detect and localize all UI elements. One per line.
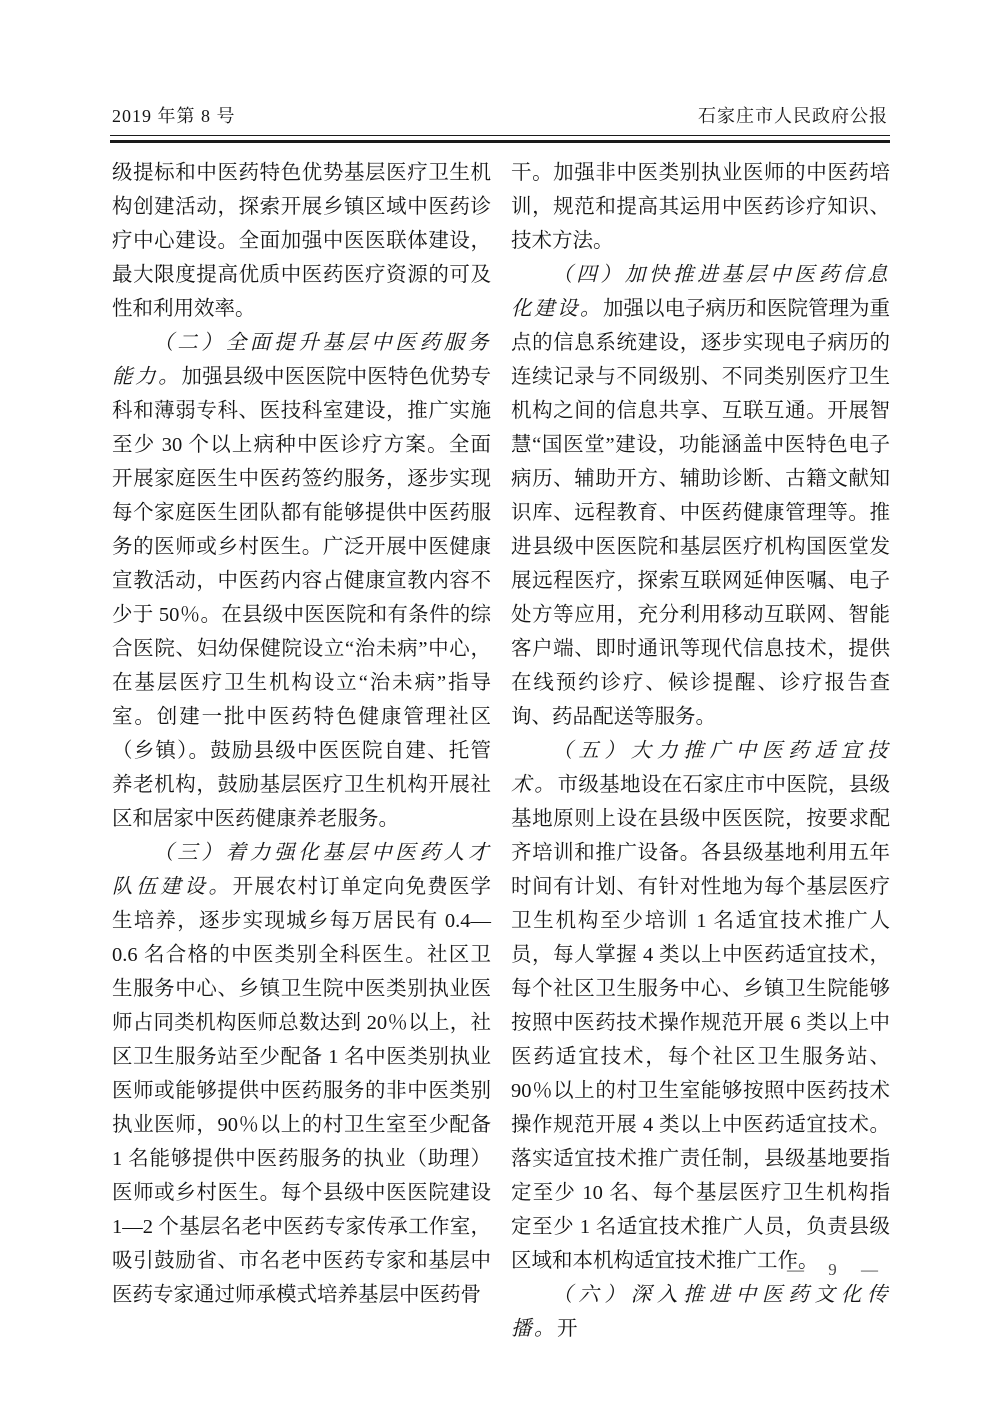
paragraph-text: 级提标和中医药特色优势基层医疗卫生机构创建活动，探索开展乡镇区域中医药诊疗中心建设。全面加强中医医联体建设，最大限度提高优质中医药医疗资源的可及性和利用效率。 (112, 162, 491, 320)
section-heading: （四）加快推进基层中医药信息化建设。 (511, 264, 890, 320)
paragraph-section-2 (112, 326, 491, 836)
paragraph-text: 开展农村订单定向免费医学生培养，逐步实现城乡每万居民有 0.4—0.6 名合格的中医类别全科医生。社区卫生服务中心、乡镇卫生院中医类别执业医师占同类机构医师总数达到 20％以上，社区卫生服务站至少配备 1 名中医类别执业医师或能够提供中医药服务的非中医类别执业医师，90％以上的村卫生室至少配备 1 名能够提供中医药服务的执业（助理）医师或乡村医生。每个县级中医医院建设 1—2 个基层名老中医药专家传承工作室，吸引鼓励省、市名老中医药专家和基层中医药专家通过师承模式培养基层中医药骨 (112, 876, 491, 1306)
paragraph-text: 加强县级中医医院中医特色优势专科和薄弱专科、医技科室建设，推广实施至少 30 个以上病种中医诊疗方案。全面开展家庭医生中医药签约服务，逐步实现每个家庭医生团队都有能够提供中医药服务的医师或乡村医生。广泛开展中医健康宣教活动，中医药内容占健康宣教内容不少于 50％。在县级中医医院和有条件的综合医院、妇幼保健院设立“治未病”中心，在基层医疗卫生机构设立“治未病”指导室。创建一批中医药特色健康管理社区（乡镇）。鼓励县级中医医院自建、托管养老机构，鼓励基层医疗卫生机构开展社区和居家中医药健康养老服务。 (112, 366, 492, 830)
section-heading: （五）大力推广中医药适宜技术。 (511, 740, 890, 796)
right-column (511, 156, 890, 1346)
header-divider-rule (110, 135, 890, 143)
paragraph-section-4 (511, 258, 890, 734)
paragraph-text: 加强以电子病历和医院管理为重点的信息系统建设，逐步实现电子病历的连续记录与不同级别、不同类别医疗卫生机构之间的信息共享、互联互通。开展智慧“国医堂”建设，功能涵盖中医特色电子病历、辅助开方、辅助诊断、古籍文献知识库、远程教育、中医药健康管理等。推进县级中医医院和基层医疗机构国医堂发展远程医疗，探索互联网延伸医嘱、电子处方等应用，充分利用移动互联网、智能客户端、即时通讯等现代信息技术，提供在线预约诊疗、候诊提醒、诊疗报告查询、药品配送等服务。 (511, 298, 890, 728)
paragraph-text: 开 (557, 1318, 578, 1340)
paragraph-continuation (511, 156, 890, 258)
left-column (112, 156, 491, 1346)
section-heading: （二）全面提升基层中医药服务能力。 (112, 332, 491, 388)
paragraph-section-5 (511, 734, 890, 1278)
paragraph-text: 干。加强非中医类别执业医师的中医药培训，规范和提高其运用中医药诊疗知识、技术方法。 (511, 162, 890, 252)
page-number: — 9 — (787, 1260, 880, 1279)
page-header (112, 102, 888, 128)
header-issue-number: 2019 年第 8 号 (112, 106, 236, 126)
paragraph-section-3 (112, 836, 491, 1312)
body-columns (112, 156, 890, 1346)
paragraph-text: 市级基地设在石家庄市中医院，县级基地原则上设在县级中医医院，按要求配齐培训和推广设备。各县级基地利用五年时间有计划、有针对性地为每个基层医疗卫生机构至少培训 1 名适宜技术推广人员，每人掌握 4 类以上中医药适宜技术，每个社区卫生服务中心、乡镇卫生院能够按照中医药技术操作规范开展 6 类以上中医药适宜技术，每个社区卫生服务站、90％以上的村卫生室能够按照中医药技术操作规范开展 4 类以上中医药适宜技术。落实适宜技术推广责任制，县级基地要指定至少 10 名、每个基层医疗卫生机构指定至少 1 名适宜技术推广人员，负责县级区域和本机构适宜技术推广工作。 (511, 774, 891, 1272)
paragraph-continuation (112, 156, 491, 326)
paragraph-section-6 (511, 1278, 890, 1346)
section-heading: （三）着力强化基层中医药人才队伍建设。 (112, 842, 491, 898)
section-heading: （六）深入推进中医药文化传播。 (511, 1284, 890, 1340)
header-gazette-title: 石家庄市人民政府公报 (698, 106, 888, 126)
